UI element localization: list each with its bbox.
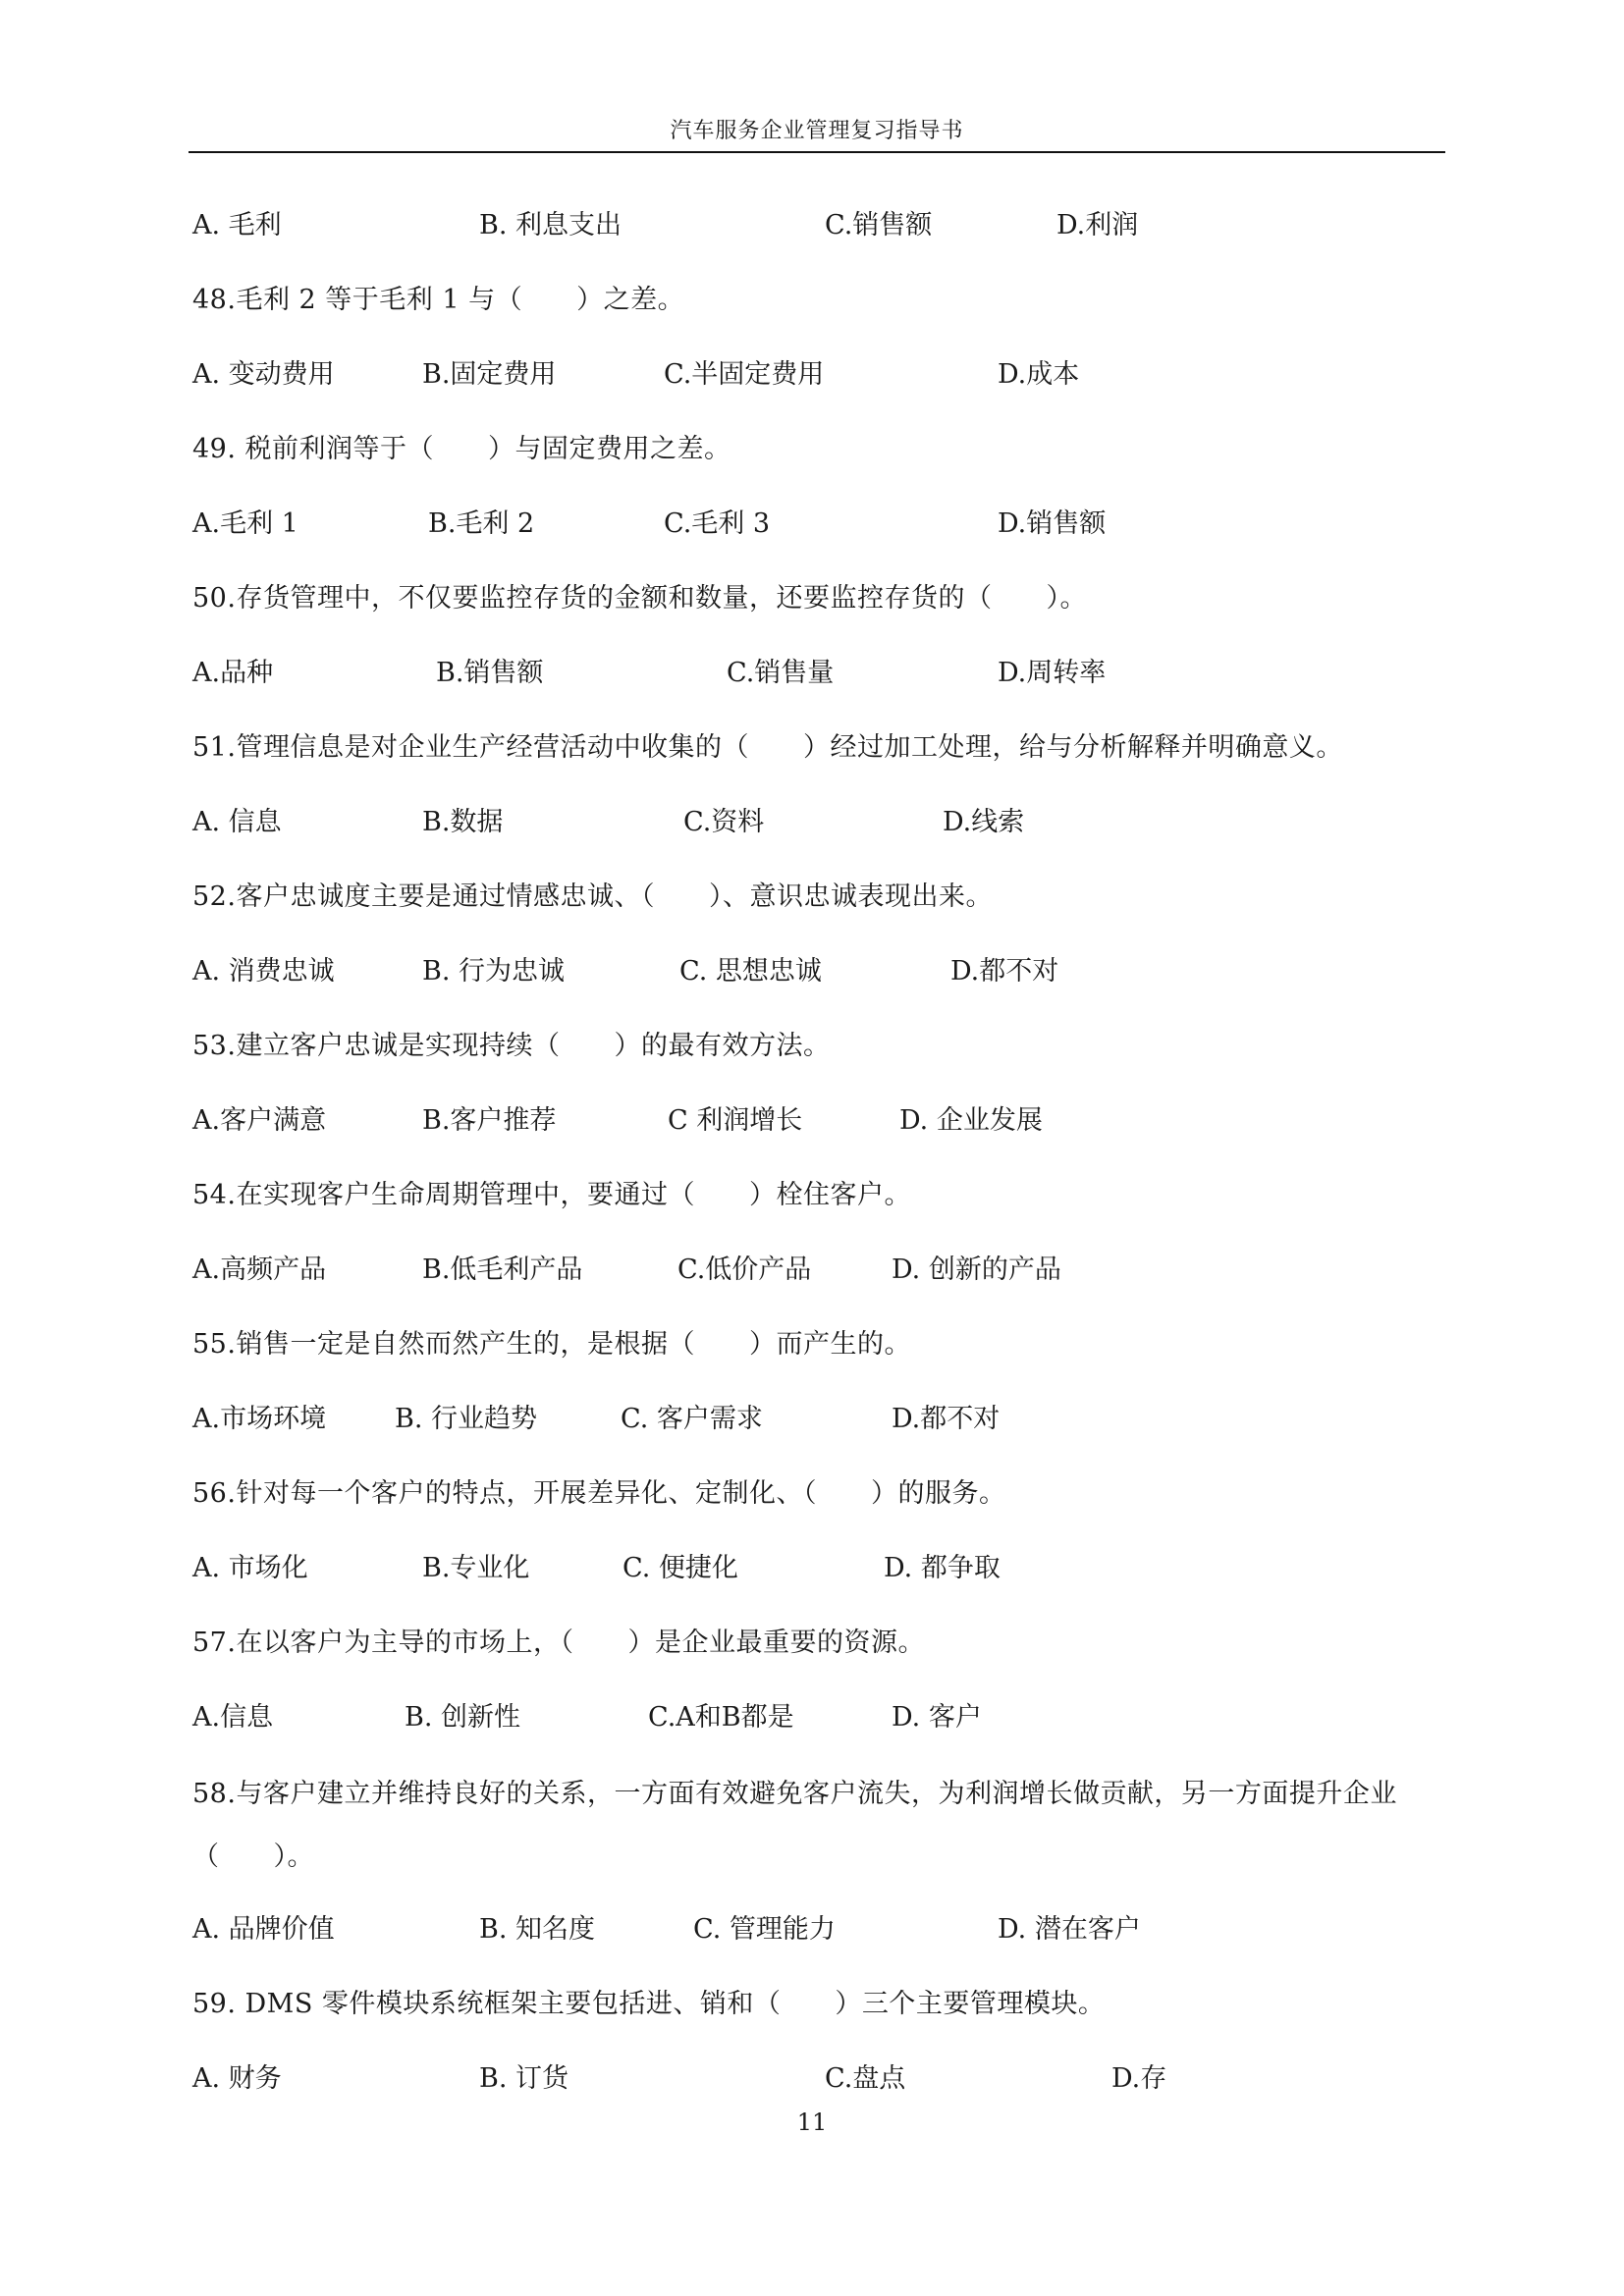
option-b: B. 利息支出 — [479, 210, 623, 240]
option-d: D. 潜在客户 — [998, 1914, 1141, 1945]
option-row-q51 — [192, 793, 1449, 868]
option-c: C.A和B都是 — [648, 1702, 794, 1733]
option-c: C 利润增长 — [668, 1105, 803, 1136]
option-a: A.高频产品 — [192, 1255, 327, 1285]
option-d: D.都不对 — [892, 1404, 1001, 1434]
option-d: D.都不对 — [950, 956, 1059, 987]
option-d: D. 客户 — [892, 1702, 982, 1733]
option-c: C.毛利 3 — [664, 508, 771, 539]
option-row-q47 — [192, 196, 1449, 271]
option-c: C.盘点 — [825, 2063, 906, 2094]
option-b: B.销售额 — [436, 658, 544, 688]
option-a: A.客户满意 — [192, 1105, 327, 1136]
option-d: D.利润 — [1056, 210, 1139, 240]
option-d: D. 创新的产品 — [892, 1255, 1061, 1285]
option-c: C. 管理能力 — [693, 1914, 836, 1945]
option-a: A. 消费忠诚 — [192, 956, 335, 987]
option-c: C.销售量 — [727, 658, 835, 688]
question-57: 57.在以客户为主导的市场上，（ ）是企业最重要的资源。 — [192, 1628, 925, 1658]
option-b: B.低毛利产品 — [422, 1255, 583, 1285]
question-55: 55.销售一定是自然而然产生的，是根据（ ）而产生的。 — [192, 1329, 911, 1360]
option-c: C.资料 — [683, 807, 765, 837]
option-b: B.毛利 2 — [428, 508, 535, 539]
option-row-q54 — [192, 1241, 1449, 1315]
option-a: A. 变动费用 — [192, 359, 335, 390]
option-c: C.低价产品 — [677, 1255, 812, 1285]
option-row-q50 — [192, 644, 1449, 719]
option-b: B. 创新性 — [405, 1702, 521, 1733]
option-d: D.存 — [1111, 2063, 1167, 2094]
option-row-q56 — [192, 1539, 1449, 1614]
option-b: B. 订货 — [479, 2063, 569, 2094]
option-row-q55 — [192, 1390, 1449, 1465]
question-53: 53.建立客户忠诚是实现持续（ ）的最有效方法。 — [192, 1031, 831, 1061]
option-b: B.数据 — [422, 807, 504, 837]
option-a: A. 财务 — [192, 2063, 282, 2094]
option-c: C.销售额 — [825, 210, 933, 240]
question-54: 54.在实现客户生命周期管理中，要通过（ ）栓住客户。 — [192, 1180, 911, 1210]
option-a: A. 品牌价值 — [192, 1914, 335, 1945]
option-a: A.毛利 1 — [192, 508, 298, 539]
option-a: A.市场环境 — [192, 1404, 327, 1434]
option-row-q53 — [192, 1092, 1449, 1166]
option-c: C.半固定费用 — [664, 359, 825, 390]
option-row-q57 — [192, 1688, 1449, 1763]
page-header-title: 汽车服务企业管理复习指导书 — [670, 119, 964, 143]
option-b: B.专业化 — [422, 1553, 530, 1583]
option-d: D. 企业发展 — [899, 1105, 1043, 1136]
option-d: D.周转率 — [998, 658, 1107, 688]
option-a: A. 信息 — [192, 807, 282, 837]
question-56: 56.针对每一个客户的特点，开展差异化、定制化、（ ）的服务。 — [192, 1478, 1006, 1509]
option-d: D.销售额 — [998, 508, 1107, 539]
option-d: D.线索 — [943, 807, 1025, 837]
page-number: 11 — [796, 2109, 828, 2136]
question-49: 49. 税前利润等于（ ）与固定费用之差。 — [192, 434, 731, 464]
option-d: D. 都争取 — [884, 1553, 1001, 1583]
option-b: B.固定费用 — [422, 359, 557, 390]
header-divider — [189, 151, 1445, 153]
option-row-q52 — [192, 942, 1449, 1017]
option-b: B. 行业趋势 — [395, 1404, 538, 1434]
option-a: A.信息 — [192, 1702, 274, 1733]
option-c: C. 思想忠诚 — [679, 956, 822, 987]
option-b: B. 知名度 — [479, 1914, 596, 1945]
option-a: A. 市场化 — [192, 1553, 308, 1583]
option-a: A.品种 — [192, 658, 274, 688]
option-b: B.客户推荐 — [422, 1105, 557, 1136]
option-row-q58 — [192, 1900, 1449, 1975]
question-51: 51.管理信息是对企业生产经营活动中收集的（ ）经过加工处理，给与分析解释并明确意义。 — [192, 732, 1343, 763]
option-b: B. 行为忠诚 — [422, 956, 566, 987]
option-a: A. 毛利 — [192, 210, 282, 240]
option-c: C. 便捷化 — [623, 1553, 738, 1583]
question-52: 52.客户忠诚度主要是通过情感忠诚、（ ）、意识忠诚表现出来。 — [192, 881, 993, 912]
option-c: C. 客户需求 — [621, 1404, 763, 1434]
option-row-q49 — [192, 495, 1449, 569]
question-48: 48.毛利 2 等于毛利 1 与（ ）之差。 — [192, 285, 685, 315]
question-58: 58.与客户建立并维持良好的关系，一方面有效避免客户流失，为利润增长做贡献，另一方面提升企业（ ）。 — [192, 1779, 1397, 1872]
option-d: D.成本 — [998, 359, 1080, 390]
option-row-q48 — [192, 346, 1449, 420]
question-59: 59. DMS 零件模块系统框架主要包括进、销和（ ）三个主要管理模块。 — [192, 1989, 1106, 2019]
question-list — [192, 196, 1449, 2124]
question-50: 50.存货管理中，不仅要监控存货的金额和数量，还要监控存货的（ ）。 — [192, 583, 1087, 614]
